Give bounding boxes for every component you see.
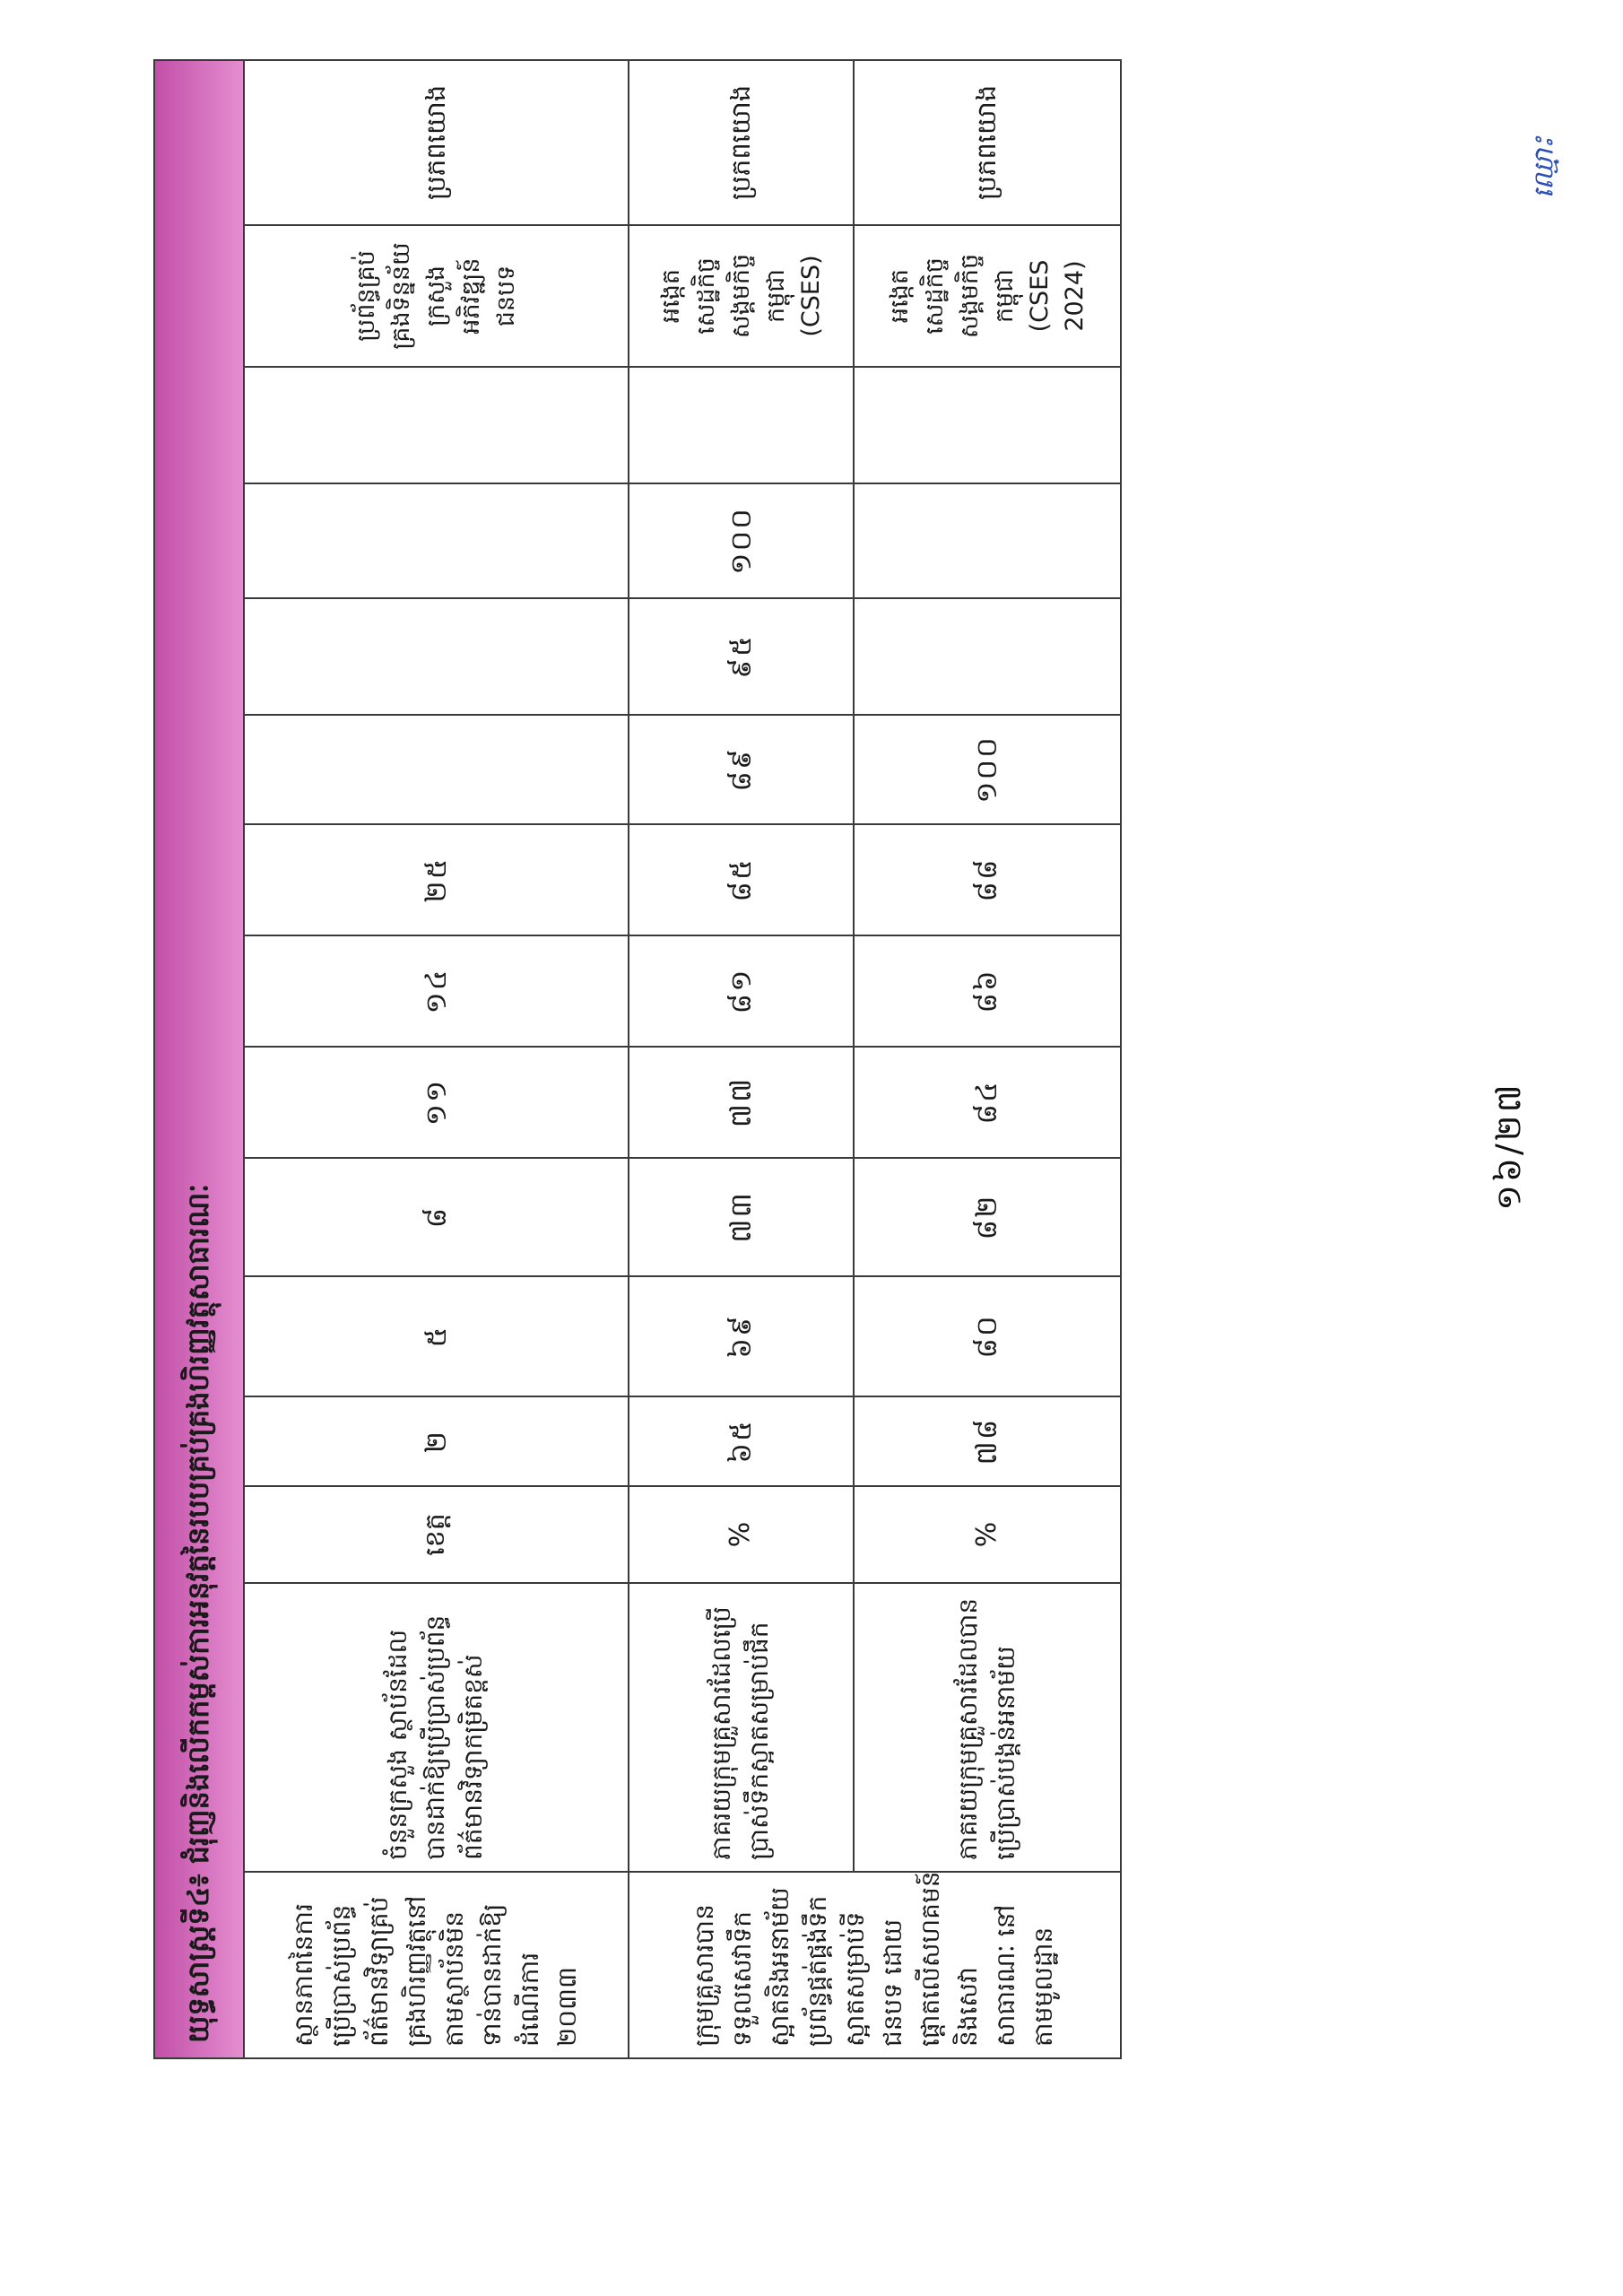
- value-cell: [854, 483, 1121, 598]
- value-cell: ៨: [244, 1158, 629, 1276]
- unit-cell: %: [629, 1486, 854, 1583]
- value-cell: ៨៦: [854, 935, 1121, 1047]
- blank-cell: [854, 367, 1121, 483]
- value-cell: ៧៣: [629, 1158, 854, 1276]
- value-cell: ៨២: [854, 1158, 1121, 1276]
- value-cell: ៧៨: [854, 1396, 1121, 1486]
- value-cell: ២: [244, 1396, 629, 1486]
- value-cell: ៨៨: [854, 824, 1121, 935]
- table-title: យុទ្ធសាស្ត្រទី៤៖ ជំរុញនិងលើកកម្ពស់ការអនុវត្តនៃរបបគ្រប់គ្រងហិរញ្ញវត្ថុសាធារណៈ: [154, 60, 244, 2058]
- value-cell: ៨៩: [629, 715, 854, 824]
- unit-cell: ខេត្ត: [244, 1486, 629, 1583]
- blank-cell: [244, 367, 629, 483]
- responsible-cell: ប្រភពយោង: [629, 60, 854, 225]
- signature-initials: ឈ្មោះ: [1528, 136, 1560, 199]
- value-cell: ៨៤: [854, 1047, 1121, 1158]
- table-row: [854, 60, 1121, 2058]
- blank-cell: [629, 367, 854, 483]
- value-cell: ៩៥: [629, 598, 854, 715]
- rotated-table-wrapper: [153, 84, 1122, 2059]
- value-cell: [244, 715, 629, 824]
- value-cell: [244, 483, 629, 598]
- kpi-cell: ភាគរយក្រុមគ្រួសារដែលបានប្រើប្រាស់បង្គន់អនាម័យ: [854, 1583, 1121, 1872]
- indicator-cell: ក្រុមគ្រួសារបានទទួលសេវាទឹកស្អាតនិងអនាម័យ ប្រព័ន្ធផ្គត់ផ្គង់ទឹកស្អាតសម្រាប់ទីជនបទ ដោយផ្ដោតលើសហគមន៍ និងសេវាសាធារណៈ នៅតាមមូលដ្ឋាន: [629, 1872, 1121, 2058]
- value-cell: ៧៧: [629, 1047, 854, 1158]
- source-cell: អង្កេតសេដ្ឋកិច្ចសង្គមកិច្ចកម្ពុជា (CSES 2024): [854, 225, 1121, 367]
- responsible-cell: ប្រភពយោង: [244, 60, 629, 225]
- kpi-cell: ភាគរយក្រុមគ្រួសារដែលប្រើប្រាស់ទឹកស្អាតសម្រាប់ផឹក: [629, 1583, 854, 1872]
- value-cell: ១០០: [629, 483, 854, 598]
- source-cell: អង្កេតសេដ្ឋកិច្ចសង្គមកិច្ចកម្ពុជា (CSES): [629, 225, 854, 367]
- value-cell: ៨០: [854, 1276, 1121, 1396]
- value-cell: ៦៥: [629, 1396, 854, 1486]
- table-row: [629, 60, 854, 2058]
- indicator-cell: ស្ថានភាពនៃការប្រើប្រាស់ប្រព័ន្ធព័ត៌មានវិទ្យាគ្រប់គ្រងហិរញ្ញវត្ថុនៅតាមស្ថាប័នមិនទាន់បានដាក់ឱ្យដំណើរការ ២០៣៣: [244, 1872, 629, 2058]
- value-cell: ៨១: [629, 935, 854, 1047]
- value-cell: ១០០: [854, 715, 1121, 824]
- responsible-cell: ប្រភពយោង: [854, 60, 1121, 225]
- value-cell: ២៥: [244, 824, 629, 935]
- value-cell: [854, 598, 1121, 715]
- strategy-table: [153, 59, 1122, 2059]
- source-cell: ប្រព័ន្ធគ្រប់គ្រងទិន្នន័យក្រសួងអភិវឌ្ឍន៍ជនបទ: [244, 225, 629, 367]
- value-cell: ៥: [244, 1276, 629, 1396]
- value-cell: ១១: [244, 1047, 629, 1158]
- value-cell: ៨៥: [629, 824, 854, 935]
- unit-cell: %: [854, 1486, 1121, 1583]
- page-number: ១៦/២៧: [1488, 1082, 1529, 1211]
- table-row: [244, 60, 629, 2058]
- table-title-row: [154, 60, 244, 2058]
- kpi-cell: ចំនួនក្រសួង ស្ថាប័នដែលបានដាក់ឱ្យប្រើប្រាស់ប្រព័ន្ធព័ត៌មានវិទ្យាកម្រិតខ្ពស់: [244, 1583, 629, 1872]
- value-cell: ១៤: [244, 935, 629, 1047]
- value-cell: [244, 598, 629, 715]
- value-cell: ៦៩: [629, 1276, 854, 1396]
